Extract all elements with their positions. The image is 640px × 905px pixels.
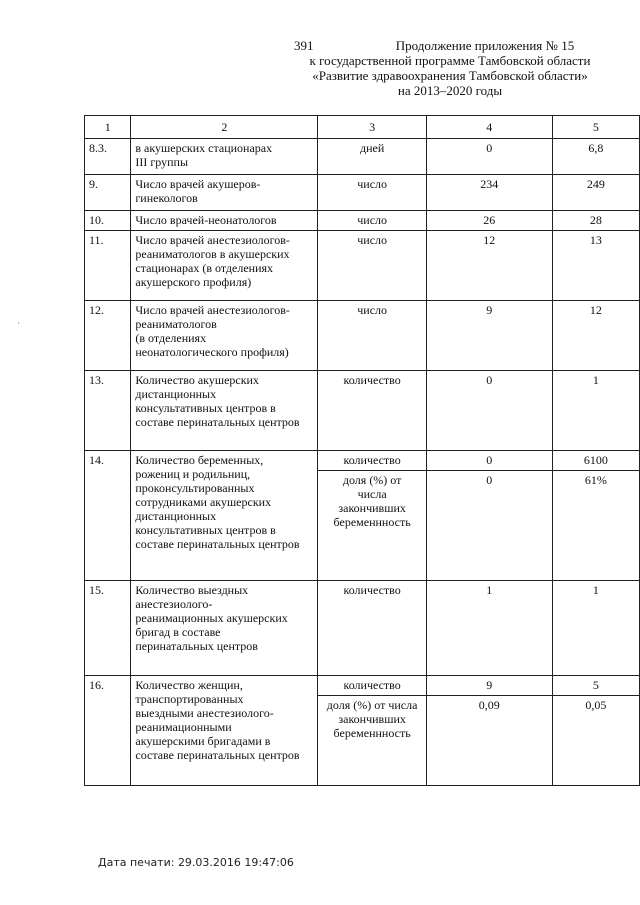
value-col5: 6,8 [552, 139, 639, 175]
table-row [85, 301, 640, 371]
print-date: Дата печати: 29.03.2016 19:47:06 [98, 856, 294, 869]
indicator-name: Количество женщин, транспортированных выездными анестезиолого- реанимационными акушерскими бригадами в составе перинатальных центров [131, 676, 318, 786]
unit-cell: число [318, 175, 426, 211]
value-col5: 61% [552, 471, 639, 581]
table-row [85, 371, 640, 451]
value-col4: 0 [426, 451, 552, 471]
row-number: 8.3. [85, 139, 131, 175]
indicators-table [84, 115, 640, 786]
unit-cell: число [318, 301, 426, 371]
value-col4: 0 [426, 139, 552, 175]
table-row [85, 451, 640, 471]
indicator-name: Количество беременных, рожениц и родильниц, проконсультированных сотрудниками акушерских дистанционных консультативных центров в составе перинатальных центров [131, 451, 318, 581]
header-line: к государственной программе Тамбовской области [309, 53, 591, 68]
header-line: Продолжение приложения № 15 [395, 38, 575, 53]
table-row [85, 231, 640, 301]
row-number: 13. [85, 371, 131, 451]
value-col4: 26 [426, 211, 552, 231]
value-col5: 249 [552, 175, 639, 211]
header-cell: 5 [552, 116, 639, 139]
unit-cell: число [318, 231, 426, 301]
value-col5: 28 [552, 211, 639, 231]
value-col5: 1 [552, 581, 639, 676]
indicator-name: Число врачей анестезиологов- реаниматологов в акушерских стационарах (в отделениях акушерского профиля) [131, 231, 318, 301]
header-cell: 1 [85, 116, 131, 139]
value-col4: 9 [426, 676, 552, 696]
unit-cell: доля (%) от числа закончивших беременнность [318, 696, 426, 786]
header-line: на 2013–2020 годы [397, 83, 503, 98]
table-row [85, 676, 640, 696]
value-col5: 12 [552, 301, 639, 371]
value-col4: 1 [426, 581, 552, 676]
value-col4: 12 [426, 231, 552, 301]
value-col5: 0,05 [552, 696, 639, 786]
value-col5: 1 [552, 371, 639, 451]
indicator-name: Число врачей анестезиологов- реаниматологов (в отделениях неонатологического профиля) [131, 301, 318, 371]
value-col4: 9 [426, 301, 552, 371]
value-col5: 5 [552, 676, 639, 696]
unit-cell: дней [318, 139, 426, 175]
indicator-name: Число врачей акушеров- гинекологов [131, 175, 318, 211]
table-row [85, 581, 640, 676]
unit-cell: количество [318, 371, 426, 451]
indicator-name: Количество выездных анестезиолого- реанимационных акушерских бригад в составе перинатальных центров [131, 581, 318, 676]
unit-cell: количество [318, 451, 426, 471]
unit-cell: число [318, 211, 426, 231]
row-number: 9. [85, 175, 131, 211]
header-cell: 2 [131, 116, 318, 139]
value-col4: 0 [426, 371, 552, 451]
table-row [85, 139, 640, 175]
header-cell: 3 [318, 116, 426, 139]
unit-cell: количество [318, 581, 426, 676]
table-header-row [85, 116, 640, 139]
document-header [300, 38, 600, 98]
row-number: 16. [85, 676, 131, 786]
value-col4: 234 [426, 175, 552, 211]
indicator-name: Число врачей-неонатологов [131, 211, 318, 231]
header-cell: 4 [426, 116, 552, 139]
row-number: 14. [85, 451, 131, 581]
indicator-name: Количество акушерских дистанционных консультативных центров в составе перинатальных центров [131, 371, 318, 451]
value-col5: 13 [552, 231, 639, 301]
page-number: 391 [294, 38, 314, 53]
row-number: 12. [85, 301, 131, 371]
table-row [85, 175, 640, 211]
row-number: 10. [85, 211, 131, 231]
value-col4: 0 [426, 471, 552, 581]
header-line: «Развитие здравоохранения Тамбовской области» [312, 68, 588, 83]
table-row [85, 211, 640, 231]
value-col5: 6100 [552, 451, 639, 471]
indicator-name: в акушерских стационарах III группы [131, 139, 318, 175]
row-number: 11. [85, 231, 131, 301]
scan-mark [18, 322, 19, 324]
table-body [85, 116, 640, 786]
unit-cell: доля (%) от числа закончивших беременнность [318, 471, 426, 581]
row-number: 15. [85, 581, 131, 676]
unit-cell: количество [318, 676, 426, 696]
value-col4: 0,09 [426, 696, 552, 786]
